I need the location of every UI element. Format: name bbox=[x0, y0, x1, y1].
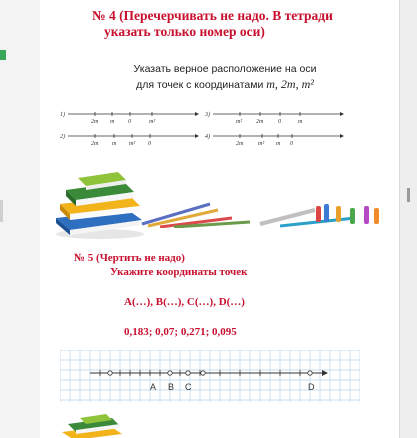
axis-1-number: 1) bbox=[60, 112, 65, 118]
axis-2 bbox=[60, 133, 199, 147]
grid-lines bbox=[60, 350, 360, 402]
axis-2-number: 2) bbox=[60, 134, 65, 140]
axis-4-number: 4) bbox=[205, 134, 210, 140]
axis-1-label: 0 bbox=[128, 119, 131, 125]
axis-1-label: m bbox=[110, 119, 115, 125]
point-a-marker bbox=[168, 371, 172, 375]
point-d-label: D bbox=[308, 382, 315, 392]
left-window-edge bbox=[0, 0, 41, 438]
task4-heading bbox=[92, 8, 392, 40]
axis-1 bbox=[60, 111, 199, 125]
task5-heading bbox=[74, 251, 247, 279]
task4-question bbox=[100, 62, 350, 93]
task5-heading-line1: № 5 (Чертить не надо) bbox=[74, 252, 185, 264]
document-page bbox=[40, 0, 400, 438]
number-axes-figure bbox=[60, 106, 360, 152]
books-stack-illustration-small bbox=[58, 414, 128, 438]
axis-1-label: 2m bbox=[91, 119, 99, 125]
task4-heading-line2: указать только номер оси) bbox=[104, 24, 265, 39]
right-window-edge bbox=[399, 0, 417, 438]
task4-question-prefix: для точек с координатами bbox=[136, 79, 264, 91]
number-line-arrow bbox=[322, 370, 328, 376]
point-b-label: B bbox=[168, 382, 175, 392]
axis-3-label: 2m bbox=[256, 119, 264, 125]
axis-2-label: m² bbox=[129, 141, 136, 147]
point-a-label: A bbox=[150, 382, 157, 392]
task5-values: 0,183; 0,07; 0,271; 0,095 bbox=[124, 326, 237, 338]
task4-heading-line1: № 4 (Перечерчивать не надо. В тетради bbox=[92, 8, 333, 23]
task5-points: A(…), B(…), C(…), D(…) bbox=[124, 296, 245, 308]
axis-2-label: m bbox=[112, 141, 117, 147]
point-b-marker bbox=[186, 371, 190, 375]
axis-4 bbox=[205, 133, 344, 147]
left-edge-marker bbox=[0, 200, 3, 222]
point-d-marker bbox=[308, 371, 312, 375]
pencils-and-markers-illustration bbox=[140, 200, 385, 228]
point-c-label: C bbox=[185, 382, 192, 392]
axis-3-label: 0 bbox=[278, 119, 281, 125]
task4-question-vars: m, 2m, m² bbox=[266, 77, 314, 91]
axis-3-label: m² bbox=[236, 119, 243, 125]
axis-2-label: 0 bbox=[148, 141, 151, 147]
axis-4-label: 2m bbox=[236, 141, 244, 147]
axis-1-label: m² bbox=[149, 119, 156, 125]
axis-2-label: 2m bbox=[91, 141, 99, 147]
axis-3-label: m bbox=[298, 119, 303, 125]
left-edge-marker bbox=[0, 50, 6, 60]
axis-3 bbox=[204, 111, 344, 125]
task4-question-line1: Указать верное расположение на оси bbox=[133, 63, 317, 75]
axis-4-label: m bbox=[276, 141, 281, 147]
axis-4-label: 0 bbox=[290, 141, 293, 147]
point-c-marker bbox=[201, 371, 205, 375]
axis-3-number: 3) bbox=[205, 112, 210, 118]
axis-4-label: m² bbox=[258, 141, 265, 147]
books-stack-illustration bbox=[50, 168, 146, 240]
task4-question-line2 bbox=[100, 77, 350, 93]
point-a-marker bbox=[108, 371, 112, 375]
task5-heading-line2: Укажите координаты точек bbox=[110, 266, 248, 278]
right-edge-marker bbox=[407, 188, 410, 202]
coordinate-grid-figure bbox=[60, 350, 360, 402]
